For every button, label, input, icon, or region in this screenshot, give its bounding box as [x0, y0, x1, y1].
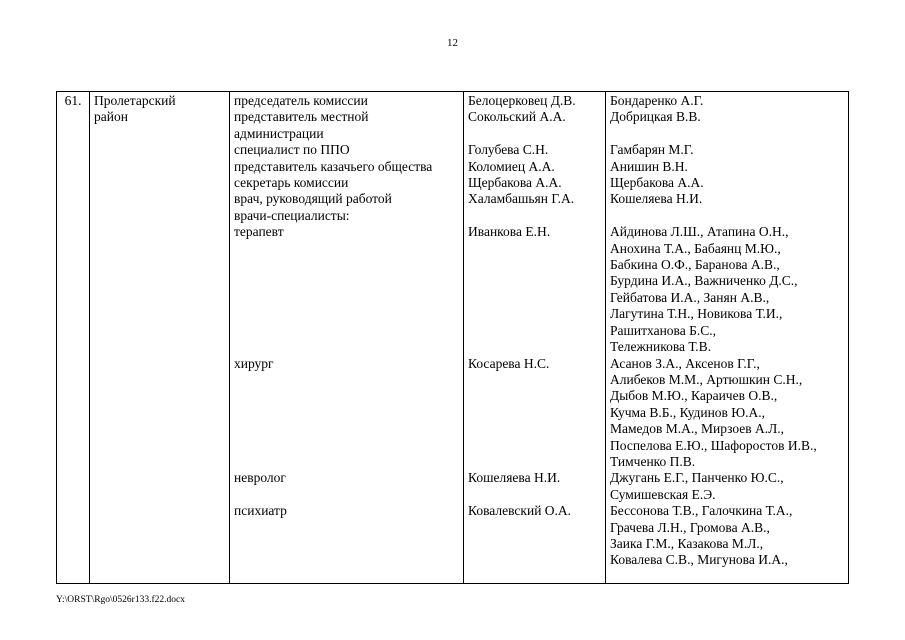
cell-line: Бабкина О.Ф., Баранова А.В., — [610, 257, 780, 273]
cell-line — [468, 372, 602, 388]
cell-line: терапевт — [234, 224, 284, 240]
reserve-cell — [606, 92, 849, 584]
cell-line — [468, 306, 602, 322]
district-cell — [90, 92, 230, 584]
cell-line: Бурдина И.А., Важниченко Д.С., — [610, 273, 798, 289]
cell-line — [234, 438, 460, 454]
footer-file-path: Y:\ORST\Rgo\0526r133.f22.docx — [56, 595, 185, 605]
cell-line: Анишин В.Н. — [610, 158, 688, 174]
cell-line — [234, 388, 460, 404]
cell-line: Гамбарян М.Г. — [610, 142, 694, 158]
cell-line — [468, 273, 602, 289]
cell-line — [468, 536, 602, 552]
cell-line — [468, 438, 602, 454]
cell-line — [468, 405, 602, 421]
cell-line — [468, 241, 602, 257]
cell-line: Щербакова А.А. — [468, 175, 562, 191]
table-row — [57, 92, 849, 584]
cell-line: Тележникова Т.В. — [610, 339, 712, 355]
row-number: 61. — [64, 93, 82, 108]
cell-line — [234, 273, 460, 289]
cell-line: Бондаренко А.Г. — [610, 93, 704, 108]
cell-line: Голубева С.Н. — [468, 142, 549, 158]
cell-line — [468, 421, 602, 437]
cell-line — [468, 126, 602, 142]
cell-line: Тимченко П.В. — [610, 453, 696, 469]
cell-line: врачи-специалисты: — [234, 207, 350, 223]
row-number-cell — [57, 92, 90, 584]
cell-line: специалист по ППО — [234, 142, 350, 158]
cell-line: Кошеляева Н.И. — [468, 470, 561, 486]
cell-line: Асанов З.А., Аксенов Г.Г., — [610, 355, 760, 371]
commission-table — [56, 91, 849, 584]
cell-line — [610, 126, 845, 142]
cell-line: Халамбашьян Г.А. — [468, 191, 575, 207]
cell-line: психиатр — [234, 503, 287, 519]
cell-line: Ковалевский О.А. — [468, 503, 572, 519]
cell-line — [234, 339, 460, 355]
cell-line: Пролетарский — [94, 93, 176, 108]
cell-line: Щербакова А.А. — [610, 175, 704, 191]
cell-line — [234, 257, 460, 273]
cell-line — [468, 552, 602, 568]
cell-line — [234, 552, 460, 568]
cell-line — [468, 388, 602, 404]
cell-line: Кошеляева Н.И. — [610, 191, 703, 207]
cell-line: секретарь комиссии — [234, 175, 349, 191]
cell-line — [468, 339, 602, 355]
cell-line: Бессонова Т.В., Галочкина Т.А., — [610, 503, 793, 519]
cell-line: Иванкова Е.Н. — [468, 224, 551, 240]
cell-line: Белоцерковец Д.В. — [468, 93, 576, 108]
cell-line — [468, 454, 602, 470]
cell-line: Поспелова Е.Ю., Шафоростов И.В., — [610, 437, 817, 453]
cell-line — [234, 454, 460, 470]
cell-line: Дыбов М.Ю., Караичев О.В., — [610, 388, 778, 404]
cell-line — [234, 520, 460, 536]
cell-line: администрации — [234, 125, 324, 141]
cell-line: Заика Г.М., Казакова М.Л., — [610, 535, 764, 551]
cell-line — [610, 208, 845, 224]
cell-line: Коломиец А.А. — [468, 158, 555, 174]
cell-line: председатель комиссии — [234, 93, 368, 108]
cell-line — [234, 536, 460, 552]
cell-line: невролог — [234, 470, 286, 486]
cell-line: Гейбатова И.А., Занян А.В., — [610, 289, 770, 305]
cell-line — [468, 520, 602, 536]
cell-line: врач, руководящий работой — [234, 191, 392, 207]
cell-line — [468, 208, 602, 224]
cell-line: Джугань Е.Г., Панченко Ю.С., — [610, 470, 784, 486]
cell-line — [234, 421, 460, 437]
cell-line: представитель казачьего общества — [234, 158, 433, 174]
cell-line: Добрицкая В.В. — [610, 109, 701, 125]
cell-line: хирург — [234, 355, 274, 371]
cell-line: Айдинова Л.Ш., Атапина О.Н., — [610, 224, 789, 240]
cell-line — [234, 290, 460, 306]
cell-line — [234, 323, 460, 339]
cell-line: Алибеков М.М., Артюшкин С.Н., — [610, 371, 803, 387]
cell-line: Сумишевская Е.Э. — [610, 486, 716, 502]
member-cell — [464, 92, 606, 584]
cell-line: представитель местной — [234, 109, 369, 125]
cell-line: Рашитханова Б.С., — [610, 322, 717, 338]
cell-line — [468, 257, 602, 273]
cell-line — [234, 241, 460, 257]
cell-line: район — [94, 109, 128, 125]
cell-line: Грачева Л.Н., Громова А.В., — [610, 519, 770, 535]
cell-line — [234, 372, 460, 388]
cell-line — [234, 306, 460, 322]
cell-line: Анохина Т.А., Бабаянц М.Ю., — [610, 240, 781, 256]
cell-line — [468, 323, 602, 339]
cell-line — [234, 487, 460, 503]
cell-line: Ковалева С.В., Мигунова И.А., — [610, 552, 788, 568]
cell-line — [234, 405, 460, 421]
cell-line: Мамедов М.А., Мирзоев А.Л., — [610, 421, 785, 437]
role-cell — [230, 92, 464, 584]
cell-line: Сокольский А.А. — [468, 109, 566, 125]
cell-line — [468, 487, 602, 503]
cell-line — [468, 290, 602, 306]
cell-line: Косарева Н.С. — [468, 355, 550, 371]
cell-line: Кучма В.Б., Кудинов Ю.А., — [610, 404, 766, 420]
cell-line: Лагутина Т.Н., Новикова Т.И., — [610, 306, 783, 322]
page-number: 12 — [447, 37, 458, 49]
